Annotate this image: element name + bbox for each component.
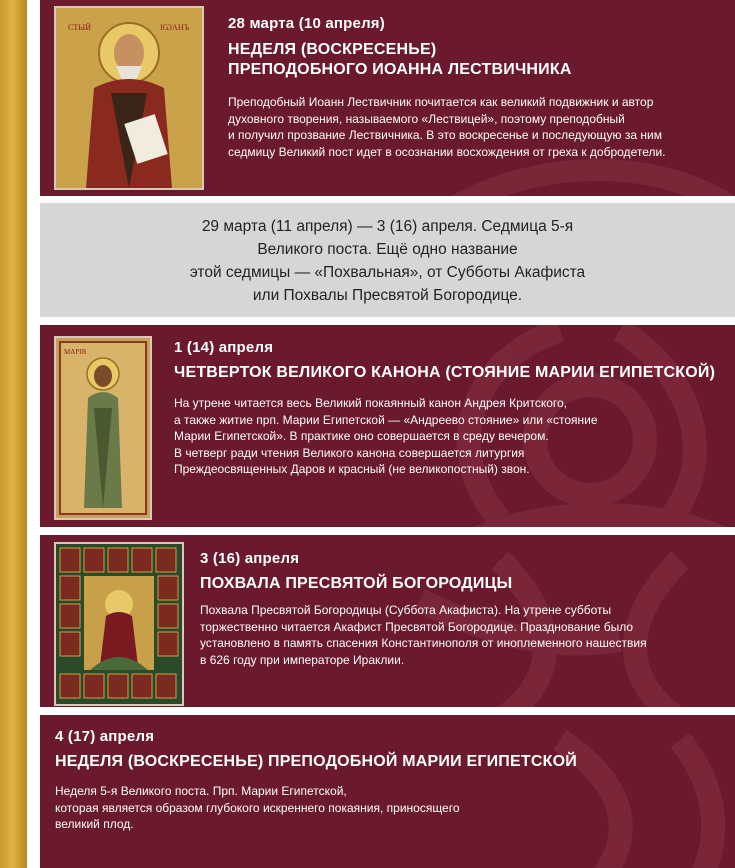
section-date: 4 (17) апреля	[55, 728, 155, 745]
body-line: этой седмицы — «Похвальная», от Субботы Акафиста	[189, 264, 586, 281]
body-line: а также житие прп. Марии Египетской — «Андреево стояние» или «стояние	[174, 412, 598, 427]
title-line: ПОХВАЛА ПРЕСВЯТОЙ БОГОРОДИЦЫ	[200, 575, 513, 592]
body-line: Преподобный Иоанн Лествичник почитается как великий подвижник и автор	[228, 95, 654, 109]
body-line: установлено в память спасения Константинополя от иноплеменного нашествия	[200, 636, 647, 650]
body-line: 29 марта (11 апреля) — 3 (16) апреля. Седмица 5-я	[201, 218, 574, 235]
section-mary-of-egypt-sunday	[40, 715, 735, 868]
body-line: Марии Египетской». В практике оно совершается в среду вечером.	[174, 429, 549, 443]
body-line: и получил прозвание Лествичника. В это воскресенье и последующую за ним	[228, 128, 662, 142]
svg-text:СТЫЙ: СТЫЙ	[68, 23, 91, 32]
icon-john-climacus	[54, 6, 204, 190]
body-line: которая является образом глубокого искреннего покаяния, приносящего	[55, 800, 460, 815]
section-body	[55, 783, 460, 833]
section-body	[174, 395, 598, 478]
body-line: седмицу Великий пост идет в осознании восхождения от греха к добродетели.	[228, 144, 666, 159]
gold-side-bar	[0, 0, 27, 868]
body-line: На утрене читается весь Великий покаянный канон Андрея Критского,	[174, 396, 568, 410]
section-title	[228, 40, 572, 80]
body-line: в 626 году при императоре Ираклии.	[200, 652, 405, 667]
section-john-climacus	[40, 0, 735, 196]
body-line: Преждеосвященных Даров и красный (не великопостный) звон.	[174, 462, 530, 476]
body-line: или Похвалы Пресвятой Богородице.	[252, 287, 523, 304]
body-line: духовного творения, называемого «Лествицей», поэтому преподобный	[228, 111, 625, 126]
title-line: НЕДЕЛЯ (ВОСКРЕСЕНЬЕ) ПРЕПОДОБНОЙ МАРИИ ЕГИПЕТСКОЙ	[55, 753, 577, 770]
section-great-canon	[40, 325, 735, 527]
section-date: 3 (16) апреля	[200, 550, 300, 567]
section-body	[40, 215, 735, 307]
body-line: Похвала Пресвятой Богородицы (Суббота Акафиста). На утрене субботы	[200, 603, 612, 617]
title-line: ПРЕПОДОБНОГО ИОАННА ЛЕСТВИЧНИКА	[228, 61, 572, 78]
body-line: торжественно читается Акафист Пресвятой Богородице. Празднование было	[200, 619, 634, 634]
section-fifth-week	[40, 203, 735, 317]
icon-mary-of-egypt	[54, 336, 152, 520]
body-line: Великого поста. Ещё одно название	[257, 241, 518, 258]
section-title	[200, 574, 512, 594]
section-body	[228, 94, 666, 160]
body-line: Неделя 5-я Великого поста. Прп. Марии Египетской,	[55, 784, 347, 798]
section-body	[200, 602, 647, 668]
section-title	[55, 752, 577, 772]
icon-akathist-theotokos	[54, 542, 184, 706]
section-title	[174, 363, 715, 383]
section-date: 1 (14) апреля	[174, 339, 274, 356]
body-line: В четверг ради чтения Великого канона совершается литургия	[174, 445, 525, 460]
svg-text:ІѠАНЪ: ІѠАНЪ	[160, 23, 190, 32]
title-line: ЧЕТВЕРТОК ВЕЛИКОГО КАНОНА (СТОЯНИЕ МАРИИ ЕГИПЕТСКОЙ)	[174, 364, 716, 381]
section-akathist	[40, 535, 735, 707]
title-line: НЕДЕЛЯ (ВОСКРЕСЕНЬЕ)	[228, 41, 437, 58]
svg-text:МАРІЯ: МАРІЯ	[64, 348, 87, 356]
section-date: 28 марта (10 апреля)	[228, 15, 385, 32]
body-line: великий плод.	[55, 817, 134, 831]
